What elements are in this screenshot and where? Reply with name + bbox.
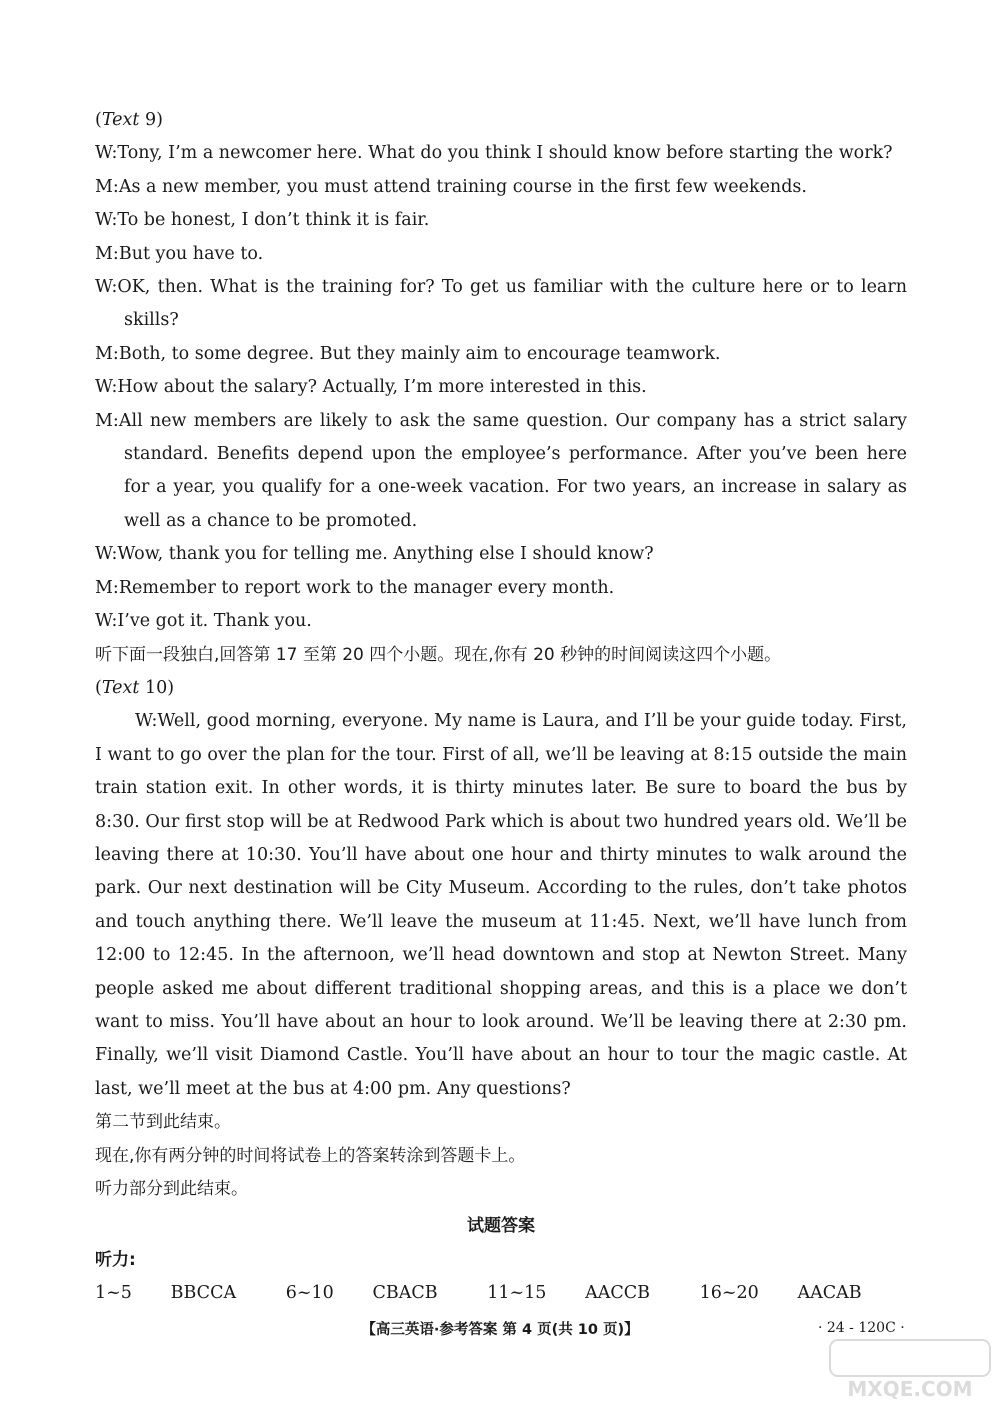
document-code: · 24 - 120C ·: [818, 1320, 905, 1336]
speaker-label: W:: [95, 544, 118, 565]
speaker-label: W:: [95, 611, 118, 632]
dialogue-turn: [95, 371, 907, 404]
dialogue-turn: [95, 338, 907, 371]
text10-label: (Text 10): [95, 677, 175, 698]
dialogue-turn: [95, 605, 907, 638]
instruction-17-20: 听下面一段独白,回答第 17 至第 20 四个小题。现在,你有 20 秒钟的时间阅读这四个小题。: [95, 644, 782, 665]
answer-group-2: 6~10 CBACB: [285, 1283, 438, 1304]
answer-group-1: 1~5 BBCCA: [95, 1283, 237, 1304]
watermark-logo-icon: [820, 1336, 1000, 1405]
answer-group-4: 16~20 AACAB: [699, 1283, 862, 1304]
turn-text: But you have to.: [118, 243, 264, 264]
dialogue-turn: [95, 538, 907, 571]
speaker-label: M:: [95, 343, 119, 364]
speaker-label: W:: [95, 277, 118, 298]
watermark-text: MXQE.COM: [847, 1377, 973, 1401]
speaker-label: M:: [95, 577, 119, 598]
closing-line-3: 听力部分到此结束。: [95, 1179, 248, 1199]
turn-text: Wow, thank you for telling me. Anything else I should know?: [117, 544, 654, 565]
speaker-label: M:: [95, 410, 119, 431]
text9-label: (Text 9): [95, 110, 163, 130]
speaker-label: W:: [95, 377, 118, 398]
dialogue-turn: [95, 204, 907, 237]
closing-line-1: 第二节到此结束。: [95, 1112, 231, 1133]
turn-text: As a new member, you must attend training course in the first few weekends.: [118, 176, 807, 197]
answer-group-3: 11~15 AACCB: [487, 1283, 651, 1304]
listening-label: 听力:: [95, 1249, 136, 1270]
text10-monologue: W:Well, good morning, everyone. My name is Laura, and I’ll be your guide today. First, I want to go over the plan for the tour. First of all, we’ll be leaving at 8:15 outside the main train station exit. In other words, it is thirty minutes later. Be sure to board the bus by 8:30. Our first stop will be at Redwood Park which is about two hundred years old. We’ll be leaving there at 10:30. You’ll have about one hour and thirty minutes to walk around the park. Our next destination will be City Museum. According to the rules, don’t take photos and touch anything there. We’ll leave the museum at 11:45. Next, we’ll have lunch from 12:00 to 12:45. In the afternoon, we’ll head downtown and stop at Newton Street. Many people asked me about different traditional shopping areas, and this is a place we don’t want to miss. You’ll have about an hour to look around. We’ll be leaving there at 2:30 pm. Finally, we’ll visit Diamond Castle. You’ll have about an hour to tour the magic castle. At last, we’ll meet at the bus at 4:00 pm. Any questions?: [95, 711, 907, 1099]
answers-heading: 试题答案: [467, 1216, 535, 1237]
dialogue-turn: [95, 271, 907, 338]
turn-text: All new members are likely to ask the same question. Our company has a strict salary standard. Benefits depend upon the employee’s performance. After you’ve been here for a year, you qualify for a one-week vacation. For two years, an increase in salary as well as a chance to be promoted.: [118, 410, 907, 531]
speaker-label: M:: [95, 243, 119, 264]
turn-text: OK, then. What is the training for? To get us familiar with the culture here or to learn skills?: [117, 277, 907, 331]
closing-line-2: 现在,你有两分钟的时间将试卷上的答案转涂到答题卡上。: [95, 1145, 526, 1166]
dialogue-turn: [95, 572, 907, 605]
turn-text: To be honest, I don’t think it is fair.: [117, 210, 430, 231]
dialogue-turn: [95, 137, 907, 170]
turn-text: Remember to report work to the manager every month.: [118, 577, 615, 598]
dialogue-turn: [95, 238, 907, 271]
answer-row: [95, 1277, 907, 1310]
page-content: [95, 104, 907, 1311]
speaker-label: M:: [95, 176, 119, 197]
speaker-label: W:: [95, 210, 118, 231]
turn-text: I’ve got it. Thank you.: [117, 611, 312, 632]
dialogue-turn: [95, 171, 907, 204]
turn-text: How about the salary? Actually, I’m more interested in this.: [117, 377, 647, 398]
text9-dialogue: [95, 137, 907, 638]
dialogue-turn: [95, 405, 907, 539]
turn-text: Both, to some degree. But they mainly aim to encourage teamwork.: [118, 343, 721, 364]
turn-text: Tony, I’m a newcomer here. What do you think I should know before starting the work?: [117, 143, 893, 164]
page-footer: 【高三英语·参考答案 第 4 页(共 10 页)】: [361, 1322, 639, 1338]
speaker-label: W:: [95, 143, 118, 164]
